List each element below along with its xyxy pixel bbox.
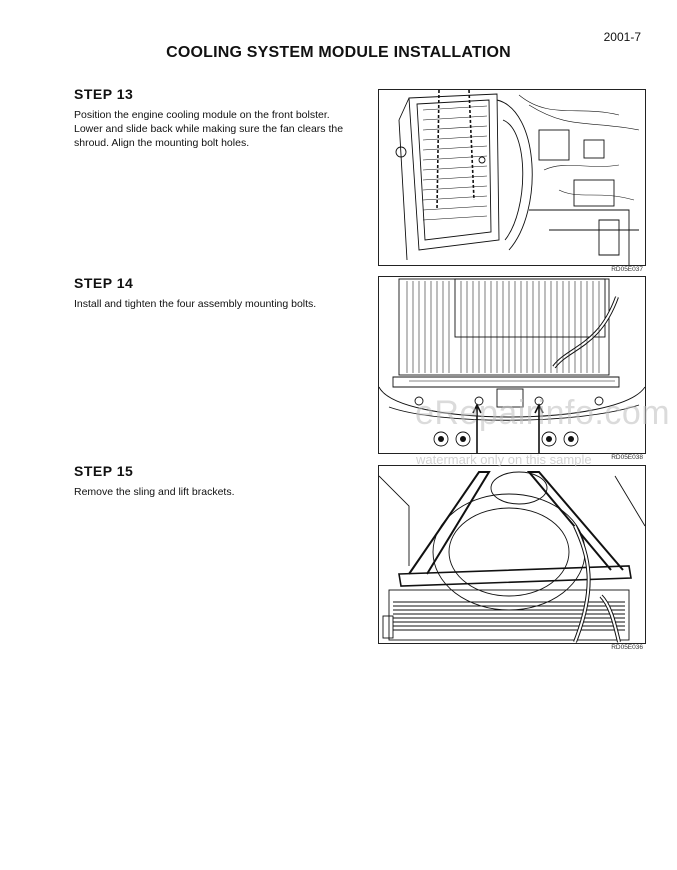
step-15-text: Remove the sling and lift brackets. <box>74 486 235 498</box>
step-13-heading: STEP 13 <box>74 86 134 102</box>
engine-cooling-module-illustration <box>379 90 645 265</box>
figure-step-13-code: RD05E037 <box>611 266 643 273</box>
step-13 <box>74 86 344 150</box>
step-14-text: Install and tighten the four assembly mounting bolts. <box>74 298 317 310</box>
page-title: COOLING SYSTEM MODULE INSTALLATION <box>166 44 511 61</box>
sling-lift-brackets-illustration <box>379 466 645 643</box>
figure-step-13 <box>378 89 646 266</box>
step-14-heading: STEP 14 <box>74 275 134 291</box>
step-13-text: Position the engine cooling module on the front bolster. Lower and slide back while making sure the fan clears the shroud. Align the mounting bolt holes. <box>74 109 344 149</box>
step-14 <box>74 275 344 311</box>
watermark-subtext: watermark only on this sample <box>416 452 592 467</box>
figure-step-14-code: RD05E038 <box>611 454 643 461</box>
page-number: 2001-7 <box>603 30 641 44</box>
step-15 <box>74 463 344 499</box>
figure-step-15 <box>378 465 646 644</box>
step-15-heading: STEP 15 <box>74 463 134 479</box>
figure-step-15-code: RD05E036 <box>611 644 643 651</box>
watermark-text: eRepairinfo.com <box>415 394 671 432</box>
